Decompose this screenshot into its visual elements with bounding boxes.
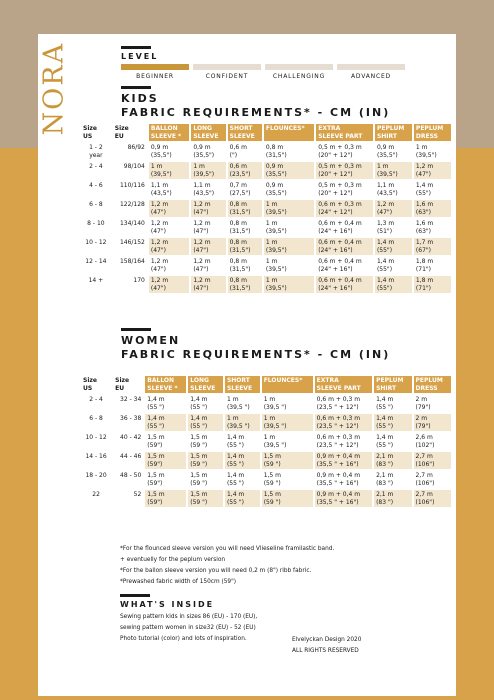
table-cell: 2,7 m (106"): [414, 471, 451, 488]
table-row: [81, 276, 451, 293]
kids-accent-bar: [121, 86, 151, 89]
column-header: PEPLUM DRESS: [414, 124, 451, 141]
level-confident: [193, 64, 261, 80]
table-row: [81, 471, 451, 488]
table-cell: 6 - 8: [89, 201, 103, 208]
table-cell: 1,8 m (71"): [414, 257, 451, 274]
table-cell: 1,2 m (47"): [191, 200, 225, 217]
table-cell: 110/116: [119, 182, 145, 189]
table-cell: 1,4 m (55"): [375, 238, 412, 255]
table-cell: 2 m (79"): [414, 414, 451, 431]
table-cell: 1,3 m (51"): [375, 219, 412, 236]
table-cell: 0,6 m + 0,3 m (23,5 " + 12"): [315, 414, 372, 431]
table-cell: 2,7 m (106"): [414, 452, 451, 469]
credit-rights: ALL RIGHTS RESERVED: [292, 648, 359, 654]
table-cell: 1,5 m (59 "): [188, 433, 223, 450]
table-header-row: [81, 376, 451, 393]
table-row: [81, 414, 451, 431]
table-cell: 1 m (39,5"): [191, 162, 225, 179]
table-header-row: [81, 124, 451, 141]
level-title: LEVEL: [121, 52, 159, 61]
table-cell: 12 - 14: [85, 258, 107, 265]
table-cell: 1,5 m (59"): [145, 452, 186, 469]
column-header: FLOUNCES*: [264, 124, 314, 141]
table-cell: 0,9 m (35,5"): [264, 181, 314, 198]
whats-inside-line: sewing pattern women in size32 (EU) - 52 (EU): [120, 625, 256, 631]
level-label: BEGINNER: [136, 73, 174, 80]
level-bar: [193, 64, 261, 70]
table-cell: 1,4 m (55 "): [374, 433, 411, 450]
table-cell: 0,5 m + 0,3 m (20" + 12"): [316, 162, 373, 179]
column-header: SHORT SLEEVE: [225, 376, 260, 393]
level-scale: [121, 64, 405, 80]
column-header: EXTRA SLEEVE PART: [316, 124, 373, 141]
table-cell: 0,6 m + 0,4 m (24" + 16"): [316, 219, 373, 236]
table-cell: 1,6 m (63"): [414, 200, 451, 217]
table-cell: 2 m (79"): [414, 395, 451, 412]
note-line: *Prewashed fabric width of 150cm (59"): [120, 579, 237, 585]
table-cell: 0,9 m (35,5"): [149, 143, 189, 160]
table-cell: 14 +: [88, 277, 104, 284]
table-cell: 22: [92, 491, 100, 498]
column-header: BALLON SLEEVE *: [149, 124, 189, 141]
table-cell: 1,2 m (47"): [149, 238, 189, 255]
table-cell: 158/164: [119, 258, 145, 265]
table-row: [81, 200, 451, 217]
column-header: SHORT SLEEVE: [228, 124, 262, 141]
table-cell: 98/104: [123, 163, 145, 170]
table-cell: 146/152: [119, 239, 145, 246]
level-bar: [265, 64, 333, 70]
table-cell: 1,2 m (47"): [191, 276, 225, 293]
table-cell: 48 - 50: [120, 472, 142, 479]
table-cell: 1,4 m (55 "): [374, 414, 411, 431]
table-cell: 1,2 m (47"): [191, 257, 225, 274]
level-label: ADVANCED: [351, 73, 391, 80]
table-cell: 1 m (39,5 "): [262, 433, 313, 450]
women-subtitle: FABRIC REQUIREMENTS* - CM (IN): [121, 348, 391, 361]
table-cell: 2 - 4: [89, 163, 103, 170]
note-line: + eventuelly for the peplum version: [120, 557, 226, 563]
table-cell: 0,9 m + 0,4 m (35,5 " + 16"): [315, 452, 372, 469]
table-cell: 1,4 m (55 "): [225, 452, 260, 469]
table-cell: 10 - 12: [85, 239, 107, 246]
table-row: [81, 238, 451, 255]
table-cell: 0,8 m (31,5"): [228, 238, 262, 255]
table-row: [81, 143, 451, 160]
whats-inside-accent-bar: [120, 594, 150, 597]
table-cell: 1,4 m (55 "): [225, 490, 260, 507]
table-cell: 0,7 m (27,5"): [228, 181, 262, 198]
table-cell: 0,6 m ("): [228, 143, 262, 160]
pattern-card: [38, 34, 456, 696]
table-cell: 1,2 m (47"): [414, 162, 451, 179]
table-cell: 1 m (39,5"): [149, 162, 189, 179]
table-cell: 1,2 m (47"): [375, 200, 412, 217]
table-row: [81, 433, 451, 450]
table-cell: 134/140: [119, 220, 145, 227]
table-cell: 0,6 m + 0,3 m (24" + 12"): [316, 200, 373, 217]
table-cell: 1,2 m (47"): [149, 257, 189, 274]
table-cell: 0,5 m + 0,3 m (20" + 12"): [316, 143, 373, 160]
kids-subtitle: FABRIC REQUIREMENTS* - CM (IN): [121, 106, 391, 119]
table-cell: 32 - 34: [120, 396, 142, 403]
column-header: PEPLUM SHIRT: [374, 376, 411, 393]
level-beginner: [121, 64, 189, 80]
table-cell: 40 - 42: [120, 434, 142, 441]
column-header: LONG SLEEVE: [188, 376, 223, 393]
women-fabric-table: [79, 374, 453, 509]
table-cell: 1 m (39,5"): [264, 257, 314, 274]
table-cell: 0,5 m + 0,3 m (20" + 12"): [316, 181, 373, 198]
whats-inside-line: Photo tutorial (color) and lots of inspiration.: [120, 636, 247, 642]
column-header: Size EU: [113, 376, 143, 393]
table-cell: 1 m (39,5 "): [225, 395, 260, 412]
table-cell: 1 m (39,5"): [414, 143, 451, 160]
kids-fabric-table: [79, 122, 453, 295]
note-line: *For the ballon sleeve version you will need 0,2 m (8") ribb fabric.: [120, 568, 312, 574]
table-cell: 122/128: [119, 201, 145, 208]
level-challenging: [265, 64, 333, 80]
kids-title: KIDS: [121, 92, 159, 105]
women-accent-bar: [121, 328, 151, 331]
table-cell: 1,6 m (63"): [414, 219, 451, 236]
table-cell: 2,1 m (83 "): [374, 452, 411, 469]
level-bar: [337, 64, 405, 70]
table-cell: 1 m (39,5 "): [262, 395, 313, 412]
table-cell: 0,8 m (31,5"): [228, 200, 262, 217]
table-cell: 0,6 m + 0,4 m (24" + 16"): [316, 238, 373, 255]
table-row: [81, 162, 451, 179]
table-cell: 1,4 m (55 "): [225, 471, 260, 488]
note-line: *For the flounced sleeve version you will need Vlieseline framilastic band.: [120, 546, 335, 552]
table-cell: 1,4 m (55 "): [374, 395, 411, 412]
level-advanced: [337, 64, 405, 80]
column-header: Size US: [81, 124, 111, 141]
table-cell: 1 m (39,5"): [264, 276, 314, 293]
table-cell: 0,6 m + 0,4 m (24" + 16"): [316, 257, 373, 274]
table-cell: 18 - 20: [85, 472, 107, 479]
column-header: PEPLUM SHIRT: [375, 124, 412, 141]
table-cell: 1,4 m (55"): [414, 181, 451, 198]
column-header: Size US: [81, 376, 111, 393]
table-row: [81, 490, 451, 507]
table-cell: 1,4 m (55 "): [188, 414, 223, 431]
table-cell: 2,1 m (83 "): [374, 490, 411, 507]
level-label: CONFIDENT: [205, 73, 249, 80]
table-cell: 0,9 m + 0,4 m (35,5 " + 16"): [315, 471, 372, 488]
table-cell: 1,2 m (47"): [149, 200, 189, 217]
table-cell: 1,4 m (55"): [375, 276, 412, 293]
whats-inside-title: WHAT'S INSIDE: [120, 600, 215, 609]
table-cell: 1 m (39,5"): [264, 200, 314, 217]
whats-inside-list: [120, 612, 300, 645]
table-row: [81, 181, 451, 198]
table-cell: 1,4 m (55 "): [188, 395, 223, 412]
table-cell: 1,5 m (59"): [145, 433, 186, 450]
table-cell: 36 - 38: [120, 415, 142, 422]
table-cell: 1,4 m (55"): [375, 257, 412, 274]
women-title: WOMEN: [121, 334, 181, 347]
table-cell: 1,1 m (43,5"): [149, 181, 189, 198]
brand-logo: [38, 34, 70, 154]
table-cell: 1 m (39,5"): [264, 238, 314, 255]
notes: [120, 544, 420, 588]
table-cell: 1,4 m (55 "): [145, 414, 186, 431]
table-cell: 170: [133, 277, 145, 284]
table-cell: 1,5 m (59 "): [262, 452, 313, 469]
table-cell: 1,2 m (47"): [191, 219, 225, 236]
table-cell: 1,5 m (59 "): [188, 490, 223, 507]
column-header: Size EU: [113, 124, 147, 141]
table-cell: 0,9 m (35,5"): [264, 162, 314, 179]
table-cell: 1,2 m (47"): [191, 238, 225, 255]
table-cell: 0,6 m + 0,3 m (23,5 " + 12"): [315, 395, 372, 412]
table-cell: 0,8 m (31,5"): [264, 143, 314, 160]
table-cell: 0,6 m (23,5"): [228, 162, 262, 179]
table-cell: 10 - 12: [85, 434, 107, 441]
table-cell: 2,6 m (102"): [414, 433, 451, 450]
level-label: CHALLENGING: [272, 73, 326, 80]
level-bar: [121, 64, 189, 70]
table-cell: 1 - 2 year: [89, 144, 103, 159]
table-cell: 0,9 m (35,5"): [191, 143, 225, 160]
table-cell: 1,5 m (59 "): [262, 471, 313, 488]
table-row: [81, 257, 451, 274]
table-row: [81, 219, 451, 236]
table-cell: 44 - 46: [120, 453, 142, 460]
table-cell: 4 - 6: [89, 182, 103, 189]
table-cell: 0,6 m + 0,3 m (23,5 " + 12"): [315, 433, 372, 450]
level-accent-bar: [121, 46, 151, 49]
table-cell: 2 - 4: [89, 396, 103, 403]
column-header: EXTRA SLEEVE PART: [315, 376, 372, 393]
table-cell: 1,5 m (59 "): [188, 452, 223, 469]
table-cell: 1,5 m (59 "): [262, 490, 313, 507]
table-cell: 1,5 m (59"): [145, 490, 186, 507]
table-cell: 1 m (39,5 "): [225, 414, 260, 431]
table-cell: 1,2 m (47"): [149, 276, 189, 293]
table-cell: 1 m (39,5 "): [262, 414, 313, 431]
table-cell: 0,6 m + 0,4 m (24" + 16"): [316, 276, 373, 293]
table-cell: 1,1 m (43,5"): [375, 181, 412, 198]
column-header: LONG SLEEVE: [191, 124, 225, 141]
table-cell: 1,5 m (59 "): [188, 471, 223, 488]
credit-designer: Elvelyckan Design 2020: [292, 637, 362, 643]
column-header: BALLON SLEEVE *: [145, 376, 186, 393]
table-cell: 1,4 m (55 "): [145, 395, 186, 412]
table-cell: 2,1 m (83 "): [374, 471, 411, 488]
brand-name: NORA: [38, 41, 70, 136]
table-cell: 52: [133, 491, 142, 498]
table-cell: 1,2 m (47"): [149, 219, 189, 236]
table-cell: 86/92: [127, 144, 145, 151]
table-cell: 1 m (39,5"): [375, 162, 412, 179]
whats-inside-line: Sewing pattern kids in sizes 86 (EU) - 170 (EU),: [120, 614, 258, 620]
column-header: FLOUNCES*: [262, 376, 313, 393]
table-cell: 1,5 m (59"): [145, 471, 186, 488]
table-cell: 0,8 m (31,5"): [228, 257, 262, 274]
table-cell: 0,9 m + 0,4 m (35,5 " + 16"): [315, 490, 372, 507]
table-cell: 0,8 m (31,5"): [228, 219, 262, 236]
table-cell: 0,8 m (31,5"): [228, 276, 262, 293]
table-cell: 14 - 16: [85, 453, 107, 460]
table-cell: 2,7 m (106"): [414, 490, 451, 507]
table-cell: 1,7 m (67"): [414, 238, 451, 255]
table-cell: 1 m (39,5"): [264, 219, 314, 236]
table-cell: 6 - 8: [89, 415, 103, 422]
credit: [292, 635, 412, 657]
table-cell: 1,8 m (71"): [414, 276, 451, 293]
table-cell: 1,4 m (55 "): [225, 433, 260, 450]
table-cell: 0,9 m (35,5"): [375, 143, 412, 160]
table-row: [81, 395, 451, 412]
table-cell: 1,1 m (43,5"): [191, 181, 225, 198]
table-cell: 8 - 10: [87, 220, 105, 227]
table-row: [81, 452, 451, 469]
column-header: PEPLUM DRESS: [414, 376, 451, 393]
